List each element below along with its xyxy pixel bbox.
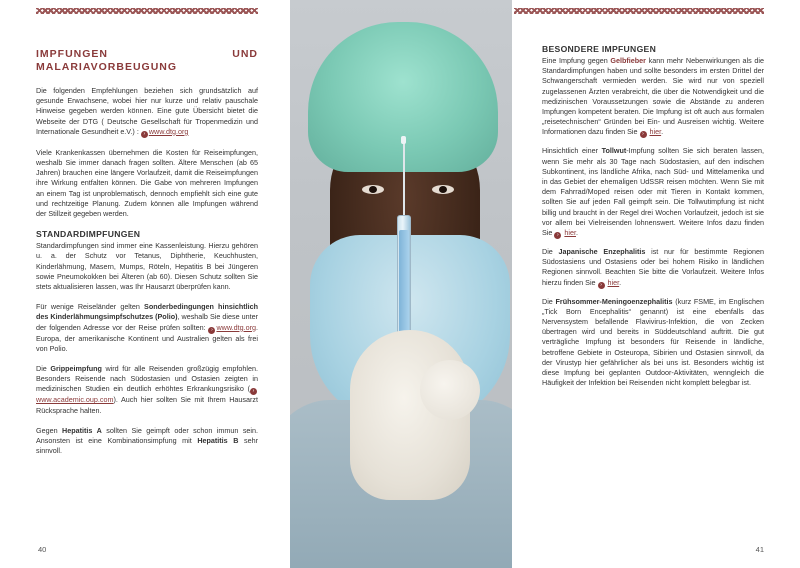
- photo-glove-thumb: [420, 360, 480, 420]
- photo-eye-right: [432, 185, 454, 194]
- photo-needle-tip: [401, 136, 406, 144]
- page-number-right: 41: [755, 545, 764, 554]
- photo-eye-left: [362, 185, 384, 194]
- page-number-left: 40: [38, 545, 47, 554]
- yellow-fever-link[interactable]: hier: [649, 127, 662, 137]
- flu-paragraph: Die Grippeimpfung wird für alle Reisenden großzügig empfohlen. Besonders Reisende nach Südostasien und Ostasien zeigten in medizinischen Studien ein deutlich erhöhtes Erkrankungsrisiko ( › www.academic.oup.com). Auch hier sollten Sie mit Ihrem Hausarzt Rücksprache halten.: [36, 364, 258, 415]
- section-heading-standard: STANDARDIMPFUNGEN: [36, 229, 141, 240]
- page-title: IMPFUNGEN UND MALARIAVORBEUGUNG: [36, 48, 258, 73]
- intro-paragraph: Die folgenden Empfehlungen beziehen sich grundsätzlich auf gesunde Erwachsene, wobei hier nur kurze und relativ pauschale Hinweise gegeben werden können. Eine gute Übersicht bietet die Webseite der DTG ( Deutsche Gesellschaft für Tropenmedizin und Internationale Gesundheit e.V.) : › www.dtg.org: [36, 86, 258, 137]
- academic-oup-link[interactable]: www.academic.oup.com: [36, 395, 114, 405]
- standard-paragraph: Standardimpfungen sind immer eine Kassenleistung. Hierzu gehören u. a. der Schutz vor Tetanus, Diphtherie, Keuchhusten, Kinderlähmung, Masern, Mumps, Röteln, Hepatitis B bei Jüngeren sowie Pneumokokken bei Älteren (ab 60). Diesen Schutz sollten Sie stets aktualisieren lassen, was Ihr Hausarzt überprüfen kann.: [36, 241, 258, 292]
- hepatitis-paragraph: Gegen Hepatitis A sollten Sie geimpft oder schon immun sein. Ansonsten ist eine Kombinationsimpfung mit Hepatitis B sehr sinnvoll.: [36, 425, 259, 456]
- left-page-column: [36, 44, 258, 466]
- external-link-icon: ›: [250, 388, 257, 395]
- rabies-link[interactable]: hier: [564, 228, 576, 238]
- japanese-encephalitis-paragraph: Die Japanische Enzephalitis ist nur für bestimmte Regionen Südostasiens und Ostasiens oder bei hohem Risiko in ländlichen Regionen sinnvoll. Beachten Sie bitte die Vorlaufzeit. Weitere Infos hierzu finden Sie › hier.: [542, 247, 764, 288]
- photo-needle: [403, 140, 405, 220]
- external-link-icon: ›: [598, 282, 605, 289]
- polio-paragraph: Für wenige Reiseländer gelten Sonderbedingungen hinsichtlich des Kinderlähmungsimpfschutzes (Polio), weshalb Sie diese unter der folgenden Adresse vor der Reise prüfen sollten: › www.dtg.org. Europa, der amerikanische Kontinent und Australien gelten als frei von Polio.: [36, 302, 259, 353]
- right-page-column: [542, 44, 764, 396]
- external-link-icon: ›: [554, 232, 561, 239]
- rabies-paragraph: Hinsichtlich einer Tollwut-Impfung sollten Sie sich beraten lassen, wenn Sie mehr als 30 Tage nach Südostasien, auf den indischen Subkontinent, ins ländliche Afrika, nach Süd- und Mittelamerika und in das Gebiet der ehemaligen UdSSR reisen möchten. Wenn Sie mit dem Fahrrad/Moped reisen oder mit Tieren in Kontakt kommen, sollten Sie auf jeden Fall geimpft sein. Die Tollwutimpfung ist nicht billig und braucht in der Regel drei Wochen Vorlaufzeit, jedoch ist sie vor allem bei Vielreisenden lohnenswert. Weitere Infos dazu finden Sie › hier.: [542, 146, 764, 239]
- yellow-fever-paragraph: Eine Impfung gegen Gelbfieber kann mehr Nebenwirkungen als die Standardimpfungen haben und sollte besonders im ersten Drittel der Schwangerschaft vermieden werden. Sie wird nur von speziell zugelassenen Ärzten verabreicht, die über die Notwendigkeit und die medizinischen Voraussetzungen sowie die Abstände zu anderen Impfungen kompetent beraten. Die Impfung ist oft auch aus formalen „reisetechnischen“ Gründen bei Ein- und Ausreisen wichtig. Weitere Informationen dazu finden Sie › hier.: [542, 56, 764, 138]
- dtg-link[interactable]: www.dtg.org: [148, 126, 189, 136]
- fsme-paragraph: Die Frühsommer-Meningoenzephalitis (kurz FSME, im Englischen „Tick Born Encephalitis“ genannt) ist eine ebenfalls das Nervensystem befallende Flavivirus-Infektion, die von Zecken übertragen wird und bereits in Süddeutschland auftritt. Die gut verträgliche Impfung ist besonders für Reisende in ländliche, betroffene Gebiete in Osteuropa, Sibirien und Ostasien sinnvoll, da der Virustyp hier gefährlicher als bei uns ist. Besonders wichtig ist diese Impfung bei geplanten Outdoor-Aktivitäten, wenngleich die Häufigkeit der Infektion bei Reisenden nicht komplett belegbar ist.: [542, 296, 764, 388]
- cost-paragraph: Viele Krankenkassen übernehmen die Kosten für Reiseimpfungen, weshalb Sie immer danach fragen sollten. Ältere Menschen (ab 65 Jahren) brauchen eine längere Vorlaufzeit, damit die Reiseimpfungen ihre Wirkung entfalten können. Die Gabe von mehreren Impfungen an einem Tag ist unproblematisch, dennoch empfiehlt sich eine gute und rechtzeitige Planung. Zudem können alle Impfungen während der Stillzeit gegeben werden.: [36, 147, 258, 219]
- decorative-border-left: [36, 8, 258, 14]
- external-link-icon: ›: [640, 131, 647, 138]
- decorative-border-right: [514, 8, 764, 14]
- external-link-icon: ›: [141, 131, 148, 138]
- external-link-icon: ›: [208, 327, 215, 334]
- doctor-syringe-photo: [290, 0, 512, 568]
- dtg-link-polio[interactable]: www.dtg.org: [216, 322, 256, 332]
- japanese-encephalitis-link[interactable]: hier: [607, 277, 620, 287]
- section-heading-special: BESONDERE IMPFUNGEN: [542, 44, 657, 54]
